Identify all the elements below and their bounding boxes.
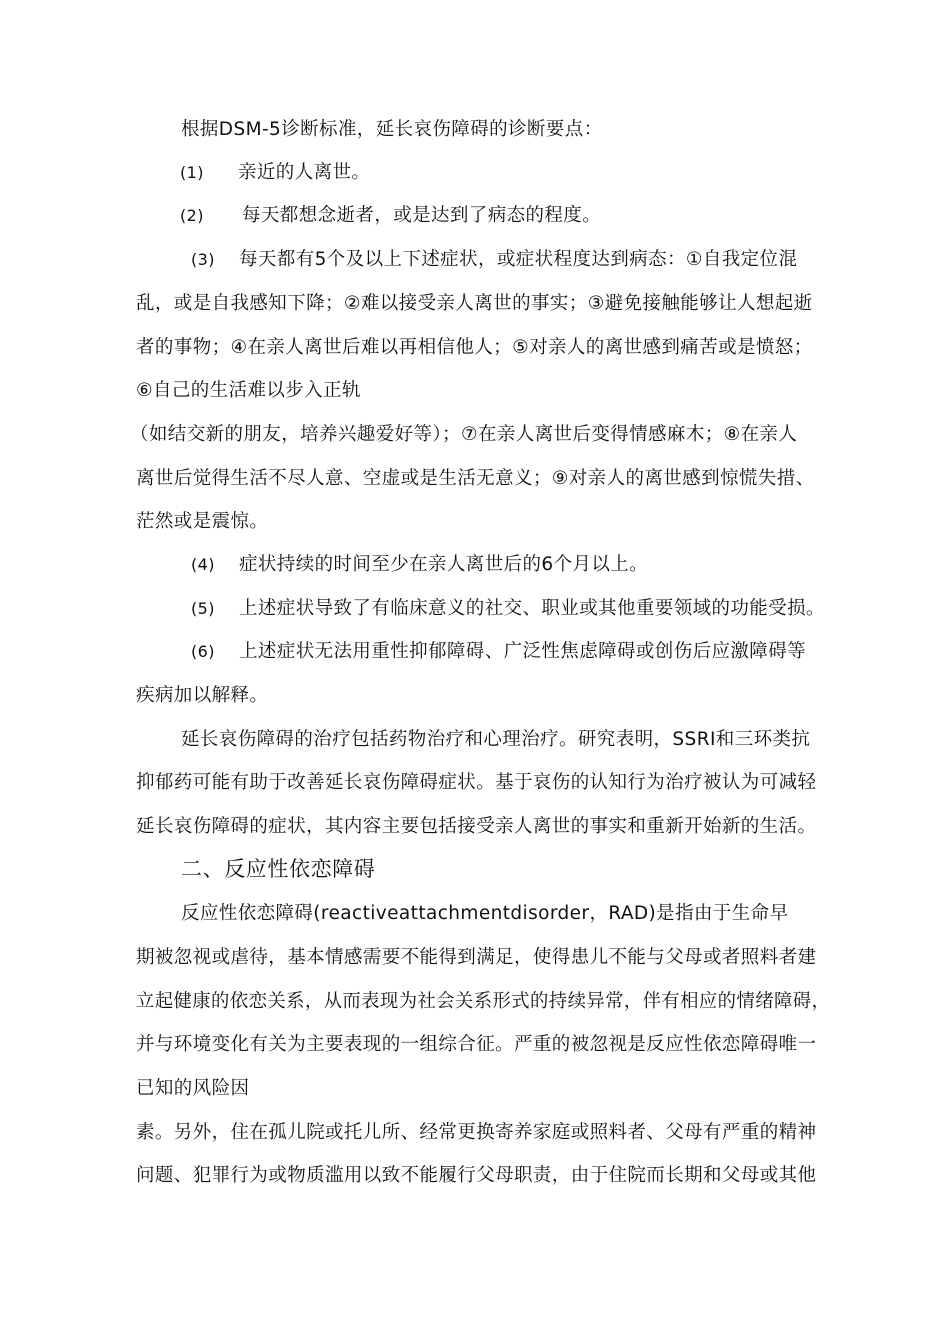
paragraph-line: 者的事物；④在亲人离世后难以再相信他人；⑤对亲人的离世感到痛苦或是愤怒； [136, 337, 813, 358]
paragraph-line: 抑郁药可能有助于改善延长哀伤障碍症状。基于哀伤的认知行为治疗被认为可减轻 [136, 772, 817, 793]
list-item-1 [180, 161, 370, 185]
paragraph-line: （如结交新的朋友，培养兴趣爱好等）；⑦在亲人离世后变得情感麻木；⑧在亲人 [130, 424, 798, 445]
list-item-6 [191, 640, 806, 664]
paragraph-line: 已知的风险因 [136, 1078, 250, 1099]
list-item-3 [191, 248, 797, 272]
paragraph-line: 素。另外，住在孤儿院或托儿所、经常更换寄养家庭或照料者、父母有严重的精神 [136, 1122, 817, 1143]
paragraph-line: 离世后觉得生活不尽人意、空虚或是生活无意义；⑨对亲人的离世感到惊慌失措、 [136, 468, 815, 489]
paragraph-line: 延长哀伤障碍的症状，其内容主要包括接受亲人离世的事实和重新开始新的生活。 [136, 816, 817, 837]
paragraph-line: 茫然或是震惊。 [136, 511, 269, 532]
section-heading: 二、反应性依恋障碍 [181, 857, 376, 881]
list-text: 上述症状无法用重性抑郁障碍、广泛性焦虑障碍或创伤后应激障碍等 [239, 641, 807, 662]
list-number: (6) [191, 642, 215, 661]
list-item-4 [191, 553, 648, 577]
paragraph-line: 延长哀伤障碍的治疗包括药物治疗和心理治疗。研究表明，SSRI和三环类抗 [181, 729, 811, 750]
paragraph-line: 并与环境变化有关为主要表现的一组综合征。严重的被忽视是反应性依恋障碍唯一 [136, 1034, 817, 1055]
paragraph-line: 疾病加以解释。 [136, 685, 269, 706]
list-text: 每天都想念逝者，或是达到了病态的程度。 [242, 205, 602, 226]
list-text: 上述症状导致了有临床意义的社交、职业或其他重要领域的功能受损。 [239, 598, 825, 619]
list-text: 症状持续的时间至少在亲人离世后的6个月以上。 [239, 554, 649, 575]
paragraph-line: 问题、犯罪行为或物质滥用以致不能履行父母职责，由于住院而长期和父母或其他 [136, 1165, 817, 1186]
list-item-2 [180, 204, 601, 228]
list-number: (3) [191, 250, 215, 269]
list-number: (5) [191, 599, 215, 618]
list-item-5 [191, 597, 825, 621]
paragraph-line: ⑥自己的生活难以步入正轨 [136, 380, 361, 401]
paragraph-line: 反应性依恋障碍(reactiveattachmentdisorder，RAD)是指由于生命早 [181, 903, 789, 924]
paragraph-line: 期被忽视或虐待，基本情感需要不能得到满足，使得患儿不能与父母或者照料者建 [136, 947, 817, 968]
list-text: 亲近的人离世。 [238, 162, 371, 183]
paragraph-line: 乱，或是自我感知下降；②难以接受亲人离世的事实；③避免接触能够让人想起逝 [136, 293, 813, 314]
list-number: (1) [180, 163, 204, 182]
list-text: 每天都有5个及以上下述症状，或症状程度达到病态：①自我定位混 [239, 249, 798, 270]
paragraph-line: 立起健康的依恋关系，从而表现为社会关系形式的持续异常，伴有相应的情绪障碍， [136, 991, 831, 1012]
intro-line: 根据DSM-5诊断标准，延长哀伤障碍的诊断要点： [181, 119, 603, 140]
list-number: (4) [191, 555, 215, 574]
list-number: (2) [180, 206, 204, 225]
